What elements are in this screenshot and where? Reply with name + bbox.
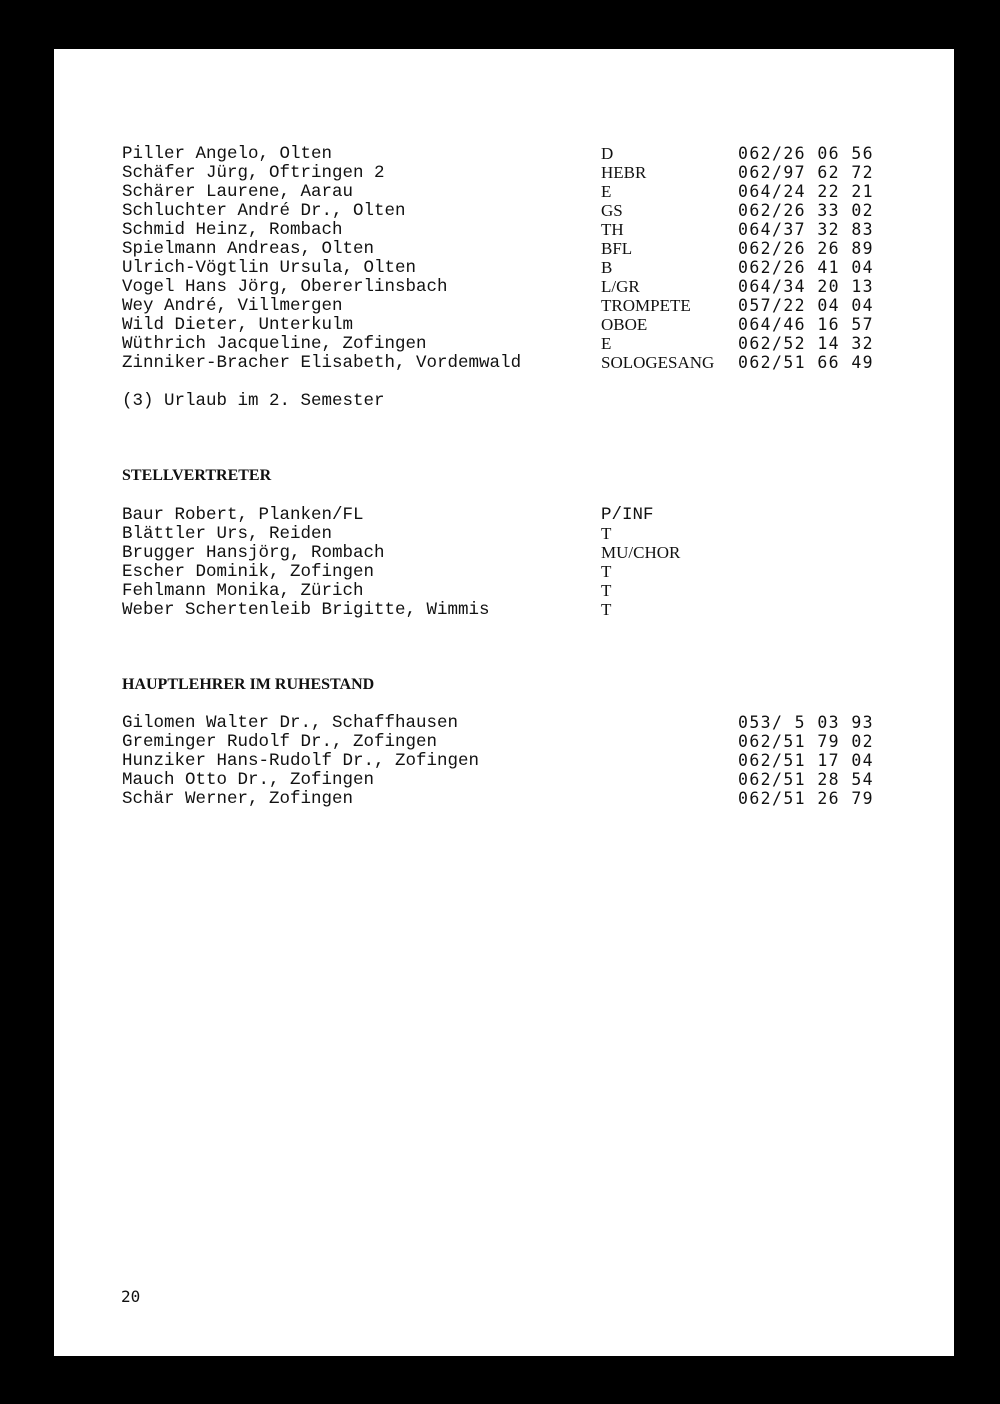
list-item bbox=[54, 296, 954, 315]
list-item bbox=[54, 732, 954, 751]
list-item bbox=[54, 258, 954, 277]
substitute-name: Weber Schertenleib Brigitte, Wimmis bbox=[122, 600, 490, 620]
teacher-phone: 064/24 22 21 bbox=[738, 182, 875, 201]
list-item bbox=[54, 144, 954, 163]
teacher-subject: L/GR bbox=[601, 277, 640, 296]
teacher-name: Schäfer Jürg, Oftringen 2 bbox=[122, 163, 385, 183]
list-item bbox=[54, 751, 954, 770]
teacher-name: Piller Angelo, Olten bbox=[122, 144, 333, 164]
teacher-name: Spielmann Andreas, Olten bbox=[122, 239, 375, 259]
section-heading-stellvertreter: STELLVERTRETER bbox=[122, 467, 272, 484]
retired-phone: 062/51 79 02 bbox=[738, 732, 875, 751]
list-item bbox=[54, 182, 954, 201]
list-item bbox=[54, 770, 954, 789]
substitute-subject: P/INF bbox=[601, 505, 654, 525]
list-item bbox=[54, 562, 954, 581]
substitute-subject: MU/CHOR bbox=[601, 543, 681, 562]
document-page bbox=[54, 49, 954, 1356]
teacher-subject: SOLOGESANG bbox=[601, 353, 715, 372]
page-number: 20 bbox=[121, 1287, 141, 1306]
list-item bbox=[54, 163, 954, 182]
list-item bbox=[54, 277, 954, 296]
teacher-subject: TH bbox=[601, 220, 624, 239]
list-item bbox=[54, 505, 954, 524]
teacher-name: Schluchter André Dr., Olten bbox=[122, 201, 406, 221]
substitute-subject: T bbox=[601, 562, 612, 581]
list-item bbox=[54, 600, 954, 619]
teacher-name: Wüthrich Jacqueline, Zofingen bbox=[122, 334, 427, 354]
teacher-phone: 062/97 62 72 bbox=[738, 163, 875, 182]
retired-name: Gilomen Walter Dr., Schaffhausen bbox=[122, 713, 459, 733]
teacher-name: Ulrich-Vögtlin Ursula, Olten bbox=[122, 258, 417, 278]
teacher-phone: 064/46 16 57 bbox=[738, 315, 875, 334]
teacher-phone: 062/26 41 04 bbox=[738, 258, 875, 277]
teacher-subject: B bbox=[601, 258, 613, 277]
list-item bbox=[54, 713, 954, 732]
teacher-phone: 062/52 14 32 bbox=[738, 334, 875, 353]
teacher-subject: BFL bbox=[601, 239, 633, 258]
substitute-subject: T bbox=[601, 524, 612, 543]
teacher-name: Schmid Heinz, Rombach bbox=[122, 220, 343, 240]
list-item bbox=[54, 239, 954, 258]
list-item bbox=[54, 581, 954, 600]
substitute-name: Fehlmann Monika, Zürich bbox=[122, 581, 364, 601]
substitute-name: Blättler Urs, Reiden bbox=[122, 524, 333, 544]
retired-phone: 053/ 5 03 93 bbox=[738, 713, 875, 732]
retired-name: Mauch Otto Dr., Zofingen bbox=[122, 770, 375, 790]
list-item bbox=[54, 353, 954, 372]
retired-phone: 062/51 26 79 bbox=[738, 789, 875, 808]
teacher-name: Wey André, Villmergen bbox=[122, 296, 343, 316]
teacher-phone: 062/26 06 56 bbox=[738, 144, 875, 163]
substitute-subject: T bbox=[601, 600, 612, 619]
teacher-subject: TROMPETE bbox=[601, 296, 691, 315]
teacher-name: Zinniker-Bracher Elisabeth, Vordemwald bbox=[122, 353, 522, 373]
teacher-subject: HEBR bbox=[601, 163, 647, 182]
list-item bbox=[54, 315, 954, 334]
teacher-subject: GS bbox=[601, 201, 623, 220]
teacher-phone: 064/37 32 83 bbox=[738, 220, 875, 239]
list-item bbox=[54, 334, 954, 353]
list-item bbox=[54, 789, 954, 808]
retired-name: Hunziker Hans-Rudolf Dr., Zofingen bbox=[122, 751, 480, 771]
teacher-phone: 064/34 20 13 bbox=[738, 277, 875, 296]
teacher-phone: 062/26 33 02 bbox=[738, 201, 875, 220]
teacher-subject: E bbox=[601, 334, 612, 353]
list-item bbox=[54, 524, 954, 543]
list-item bbox=[54, 201, 954, 220]
retired-phone: 062/51 28 54 bbox=[738, 770, 875, 789]
teacher-subject: D bbox=[601, 144, 614, 163]
teacher-phone: 057/22 04 04 bbox=[738, 296, 875, 315]
teacher-subject: E bbox=[601, 182, 612, 201]
teacher-phone: 062/51 66 49 bbox=[738, 353, 875, 372]
list-item bbox=[54, 220, 954, 239]
substitute-name: Escher Dominik, Zofingen bbox=[122, 562, 375, 582]
substitute-name: Brugger Hansjörg, Rombach bbox=[122, 543, 385, 563]
teacher-name: Vogel Hans Jörg, Obererlinsbach bbox=[122, 277, 448, 297]
teacher-phone: 062/26 26 89 bbox=[738, 239, 875, 258]
footnote: (3) Urlaub im 2. Semester bbox=[122, 391, 385, 411]
retired-phone: 062/51 17 04 bbox=[738, 751, 875, 770]
substitute-subject: T bbox=[601, 581, 612, 600]
teacher-name: Schärer Laurene, Aarau bbox=[122, 182, 354, 202]
retired-name: Greminger Rudolf Dr., Zofingen bbox=[122, 732, 438, 752]
teacher-name: Wild Dieter, Unterkulm bbox=[122, 315, 354, 335]
substitute-name: Baur Robert, Planken/FL bbox=[122, 505, 364, 525]
teacher-subject: OBOE bbox=[601, 315, 648, 334]
section-heading-ruhestand: HAUPTLEHRER IM RUHESTAND bbox=[122, 676, 375, 693]
list-item bbox=[54, 543, 954, 562]
retired-name: Schär Werner, Zofingen bbox=[122, 789, 354, 809]
